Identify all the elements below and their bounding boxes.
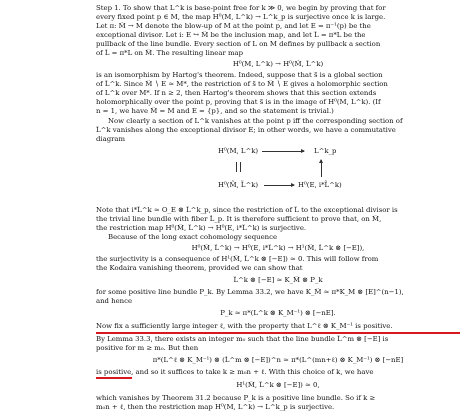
diagram-top-right: L^k_p (314, 147, 337, 155)
arrow-icon (264, 185, 294, 186)
text-line: positive for m ≥ m₀. But then (96, 344, 199, 352)
text-line: for some positive line bundle P_k. By Lemma 33.2, we have K_M̃ ≃ π*K_M ⊗ [E]^(n−1), (96, 288, 404, 296)
arrow-up-icon (321, 160, 322, 177)
text-line: every fixed point p ∈ M, the map H⁰(M, L^k) → L^k_p is surjective once k is large. (96, 13, 386, 21)
text-line: the restriction map H⁰(M̃, L̃^k) → H⁰(E, i*L̃^k) is surjective. (96, 224, 307, 232)
arrow-icon (262, 151, 304, 152)
diagram-top-left: H⁰(M, L^k) (218, 147, 259, 155)
text-line: of L̃ = π*L on M̃. The resulting linear map (96, 49, 244, 57)
text-line: Because of the long exact cohomology sequence (108, 233, 278, 241)
text-line: Step 1. To show that L^k is base-point free for k ≫ 0, we begin by proving that for (96, 4, 386, 12)
equation: π*(L^ℓ ⊗ K_M⁻¹) ⊗ (L̃^m ⊗ [−E])^n ≃ π*(L^(mn+ℓ) ⊗ K_M⁻¹) ⊗ [−nE] (152, 356, 404, 364)
text-line: Let π: M̃ → M denote the blow-up of M at the point p, and let E = π⁻¹(p) be the (96, 22, 371, 30)
text-line: holomorphically over the point p, proving that s̃ is in the image of H⁰(M, L^k). (If (96, 98, 381, 106)
equation: P_k ≃ π*(L^k ⊗ K_M⁻¹) ⊗ [−nE]. (220, 309, 336, 317)
text-line: exceptional divisor. Let i: E ↪ M̃ be the inclusion map, and let L̃ = π*L be the (96, 31, 366, 39)
equation: L̃^k ⊗ [−E] ≃ K_M̃ ⊗ P_k (233, 276, 323, 284)
commutative-diagram (218, 147, 358, 203)
text-line: diagram (96, 135, 126, 143)
equation: H⁰(M, L^k) → H⁰(M̃, L̃^k) (232, 60, 324, 68)
text-line: m₀n + ℓ, then the restriction map H⁰(M, L^k) → L^k_p is surjective. (96, 403, 335, 411)
text-line: and hence (96, 297, 133, 305)
text-line: L̃^k vanishes along the exceptional divisor E; in other words, we have a commutative (96, 126, 396, 134)
text-line: By Lemma 33.3, there exists an integer m₀ such that the line bundle L̃^m ⊗ [−E] is (96, 335, 389, 343)
text-line: the Kodaira vanishing theorem, provided we can show that (96, 264, 303, 272)
text-line: which vanishes by Theorem 31.2 because P_k is a positive line bundle. So if k ≥ (96, 394, 376, 402)
text-line: Now fix a sufficiently large integer ℓ, with the property that L^ℓ ⊗ K_M⁻¹ is positive. (96, 322, 393, 330)
text-line: Now clearly a section of L^k vanishes at the point p iff the corresponding section of (108, 117, 403, 125)
equation: H¹(M̃, L̃^k ⊗ [−E]) ≃ 0, (236, 381, 320, 389)
text-line: is an isomorphism by Hartog's theorem. Indeed, suppose that s̃ is a global section (96, 71, 383, 79)
text-line: pullback of the line bundle. Every section of L on M defines by pullback a section (96, 40, 381, 48)
equality-icon (236, 162, 241, 172)
text-line: the surjectivity is a consequence of H¹(M̃, L̃^k ⊗ [−E]) ≃ 0. This will follow from (96, 255, 379, 263)
text-line: the trivial line bundle with fiber L̃_p. It is therefore sufficient to prove that, on M̃, (96, 215, 382, 223)
text-line: of L^k over M*. If n ≥ 2, then Hartog's theorem shows that this section extends (96, 89, 377, 97)
text-line: n = 1, we have M̃ = M and E = {p}, and so the statement is trivial.) (96, 107, 334, 115)
text-line: Note that i*L̃^k ≃ O_E ⊗ L̃^k_p, since the restriction of L̃ to the exceptional divisor is (96, 206, 398, 214)
text-line: is positive, and so it suffices to take k ≥ m₀n + ℓ. With this choice of k, we have (96, 368, 374, 376)
red-underline (96, 377, 132, 379)
diagram-bottom-left: H⁰(M̃, L̃^k) (218, 181, 259, 189)
text-line: of L̃^k. Since M̃ ∖ E ≃ M*, the restriction of s̃ to M̃ ∖ E gives a holomorphic section (96, 80, 388, 88)
equation: H⁰(M̃, L̃^k) → H⁰(E, i*L̃^k) → H¹(M̃, L̃^k ⊗ [−E]), (191, 244, 365, 252)
red-underline (96, 332, 460, 334)
diagram-bottom-right: H⁰(E, i*L̃^k) (298, 181, 342, 189)
